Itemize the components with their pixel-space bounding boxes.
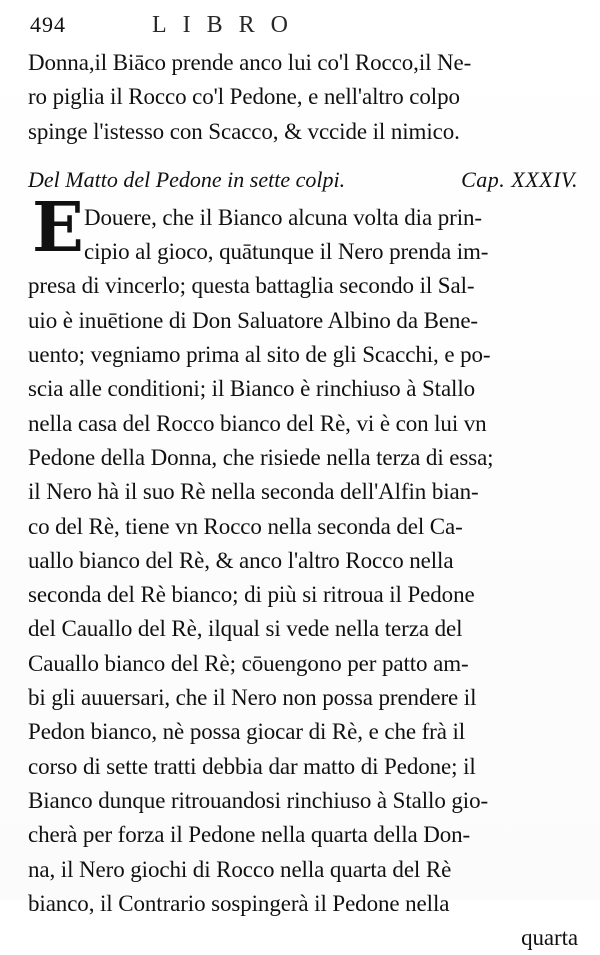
text-line: nella casa del Rocco bianco del Rè, vi è con lui vn bbox=[28, 410, 487, 436]
text-line: uento; vegniamo prima al sito de gli Scacchi, e po- bbox=[28, 342, 491, 368]
text-line: il Nero hà il suo Rè nella seconda dell'Alfin bian- bbox=[28, 479, 479, 505]
text-line: Pedon bianco, nè possa giocar di Rè, e che frà il bbox=[28, 719, 466, 745]
running-head bbox=[30, 12, 578, 42]
paragraph bbox=[28, 187, 578, 955]
drop-cap: E bbox=[32, 187, 84, 268]
text-line: del Cauallo del Rè, ilqual si vede nella terza del bbox=[28, 616, 463, 642]
chapter-title: Del Matto del Pedone in sette colpi. bbox=[28, 166, 346, 192]
text-line: ro piglia il Rocco co'l Pedone, e nell'altro colpo bbox=[28, 84, 460, 110]
text-line: cipio al gioco, quātunque il Nero prenda im- bbox=[84, 239, 489, 265]
text-line: uio è inuētione di Don Saluatore Albino da Bene- bbox=[28, 307, 478, 333]
text-line: Pedone della Donna, che risiede nella terza di essa; bbox=[28, 444, 494, 470]
text-line: Cauallo bianco del Rè; cōuengono per patto am- bbox=[28, 650, 469, 676]
text-line: bi gli auuersari, che il Nero non possa prendere il bbox=[28, 685, 477, 711]
text-line: na, il Nero giochi di Rocco nella quarta del Rè bbox=[28, 856, 452, 882]
text-line: co del Rè, tiene vn Rocco nella seconda del Ca- bbox=[28, 513, 463, 539]
text-line: uallo bianco del Rè, & anco l'altro Rocco nella bbox=[28, 547, 454, 573]
text-line: cherà per forza il Pedone nella quarta della Don- bbox=[28, 822, 471, 848]
page-number: 494 bbox=[30, 12, 66, 37]
text-block bbox=[28, 46, 578, 955]
text-line: corso di sette tratti debbia dar matto di Pedone; il bbox=[28, 753, 476, 779]
chapter-label: Cap. XXXIV. bbox=[461, 166, 578, 192]
text-line: seconda del Rè bianco; di più si ritroua il Pedone bbox=[28, 582, 475, 608]
text-line: presa di vincerlo; questa battaglia secondo il Sal- bbox=[28, 273, 475, 299]
text-line: Douere, che il Bianco alcuna volta dia prin- bbox=[84, 204, 482, 230]
text-line: spinge l'istesso con Scacco, & vccide il nimico. bbox=[28, 118, 460, 144]
catchword: quarta bbox=[521, 925, 578, 951]
text-line: Bianco dunque ritrouandosi rinchiuso à Stallo gio- bbox=[28, 787, 489, 813]
text-line: Donna,il Biāco prende anco lui co'l Rocco,il Ne- bbox=[28, 50, 472, 75]
running-title: LIBRO bbox=[152, 12, 304, 38]
text-line: scia alle conditioni; il Bianco è rinchiuso à Stallo bbox=[28, 376, 476, 402]
chapter-heading bbox=[28, 163, 578, 197]
text-line: bianco, il Contrario sospingerà il Pedone nella bbox=[28, 890, 450, 916]
